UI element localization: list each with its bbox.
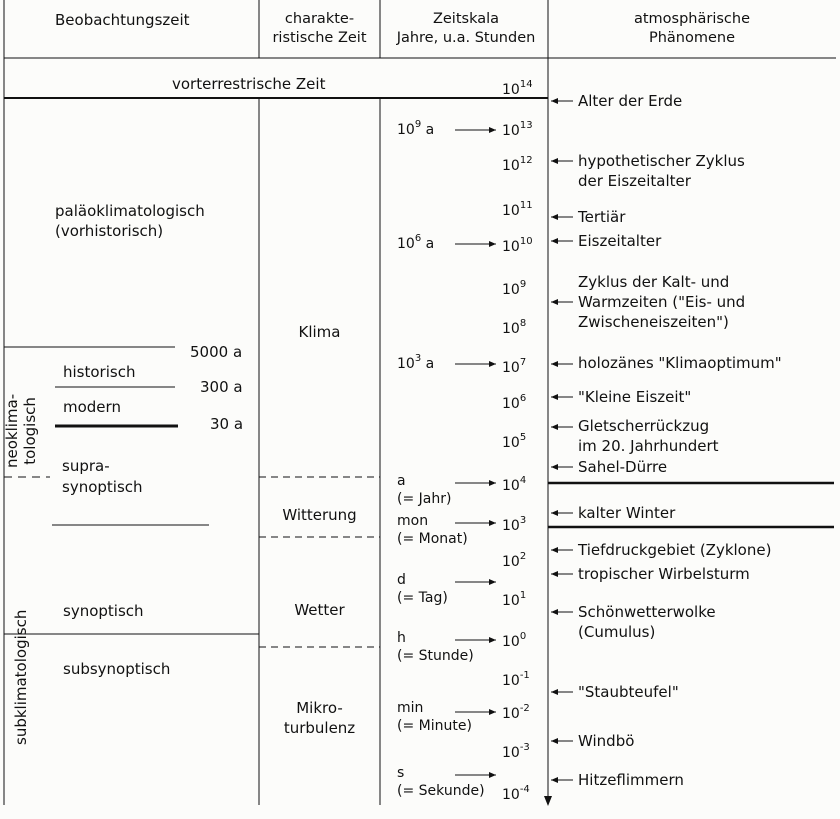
scale-label: $10^{-4}$	[502, 784, 530, 803]
scale-label: $10^{12}$	[502, 155, 533, 174]
scale-label: $10^1$	[502, 590, 527, 609]
scale-label: $10^3$	[502, 515, 527, 534]
modern-label: modern	[63, 398, 121, 416]
scale-label: $10^{11}$	[502, 200, 533, 219]
age-30a: 30 a	[210, 415, 244, 433]
phen-cold-winter: kalter Winter	[578, 504, 676, 522]
wetter-label: Wetter	[294, 601, 345, 619]
header-characteristic: charakte- ristische Zeit	[272, 11, 367, 46]
phen-ice-age: Eiszeitalter	[578, 232, 662, 250]
historical-label: historisch	[63, 363, 136, 381]
phen-heat-shimmer: Hitzeflimmern	[578, 771, 684, 789]
phen-dust-devil: "Staubteufel"	[578, 683, 679, 701]
phen-little-ice-age: "Kleine Eiszeit"	[578, 388, 692, 406]
scale-label: $10^5$	[502, 432, 527, 451]
unit-hour: h (= Stunde)	[397, 630, 474, 664]
phen-cold-warm-cycle: Zyklus der Kalt- und Warmzeiten ("Eis- und Zwischeneiszeiten")	[578, 273, 746, 331]
scale-label: $10^8$	[502, 318, 527, 337]
preterrestrial-label: vorterrestrische Zeit	[172, 75, 326, 93]
scale-label: $10^{-1}$	[502, 670, 530, 689]
subsynoptic-label: subsynoptisch	[63, 660, 171, 678]
header-timescale: Zeitskala Jahre, u.a. Stunden	[396, 11, 536, 46]
unit-day: d (= Tag)	[397, 572, 448, 606]
scale-label: $10^0$	[502, 631, 527, 650]
phen-sahel-drought: Sahel-Dürre	[578, 458, 668, 476]
header-phenomena: atmosphärische Phänomene	[633, 11, 751, 46]
unit-1e3a: $10^3$ a	[397, 353, 435, 372]
unit-month: mon (= Monat)	[397, 513, 468, 547]
phen-glacial-cycle: hypothetischer Zyklus der Eiszeitalter	[578, 152, 745, 190]
scale-label: $10^{-2}$	[502, 703, 530, 722]
unit-year: a (= Jahr)	[397, 473, 452, 507]
phen-earth-age: Alter der Erde	[578, 92, 683, 110]
paleo-label: paläoklimatologisch (vorhistorisch)	[55, 202, 205, 240]
suprasynoptic-label: supra- synoptisch	[62, 457, 143, 496]
age-5000a: 5000 a	[190, 343, 243, 361]
unit-1e9a: $10^9$ a	[397, 119, 435, 138]
subclim-group-label: subklimatologisch	[12, 609, 30, 745]
unit-second: s (= Sekunde)	[397, 765, 485, 799]
phen-tropical-storm: tropischer Wirbelsturm	[578, 565, 750, 583]
scale-label: $10^{14}$	[502, 79, 533, 98]
scale-label: $10^2$	[502, 551, 527, 570]
phen-cumulus: Schönwetterwolke (Cumulus)	[578, 603, 716, 641]
axis-arrowhead	[544, 796, 552, 806]
scale-label: $10^{13}$	[502, 120, 533, 139]
scale-label: $10^4$	[502, 475, 527, 494]
header-observation: Beobachtungszeit	[55, 11, 190, 29]
scale-label: $10^{10}$	[502, 236, 533, 255]
microturbulence-label: Mikro- turbulenz	[283, 699, 356, 737]
climate-label: Klima	[298, 323, 341, 341]
phen-cyclone: Tiefdruckgebiet (Zyklone)	[578, 541, 772, 559]
witterung-label: Witterung	[282, 506, 357, 524]
phenomena-arrows	[551, 101, 573, 780]
unit-1e6a: $10^6$ a	[397, 233, 435, 252]
age-300a: 300 a	[200, 378, 243, 396]
scale-label: $10^7$	[502, 357, 527, 376]
scale-label: $10^6$	[502, 393, 527, 412]
unit-minute: min (= Minute)	[397, 700, 472, 734]
scale-label: $10^9$	[502, 279, 527, 298]
neo-group-label: neoklima- tologisch	[3, 393, 39, 468]
phen-tertiary: Tertiär	[578, 208, 626, 226]
synoptic-label: synoptisch	[63, 602, 144, 620]
scale-label: $10^{-3}$	[502, 742, 530, 761]
phen-holocene-optimum: holozänes "Klimaoptimum"	[578, 354, 782, 372]
phen-gust: Windbö	[578, 732, 635, 750]
phen-glacier-retreat: Gletscherrückzug im 20. Jahrhundert	[578, 417, 719, 455]
unit-arrows	[455, 130, 496, 775]
